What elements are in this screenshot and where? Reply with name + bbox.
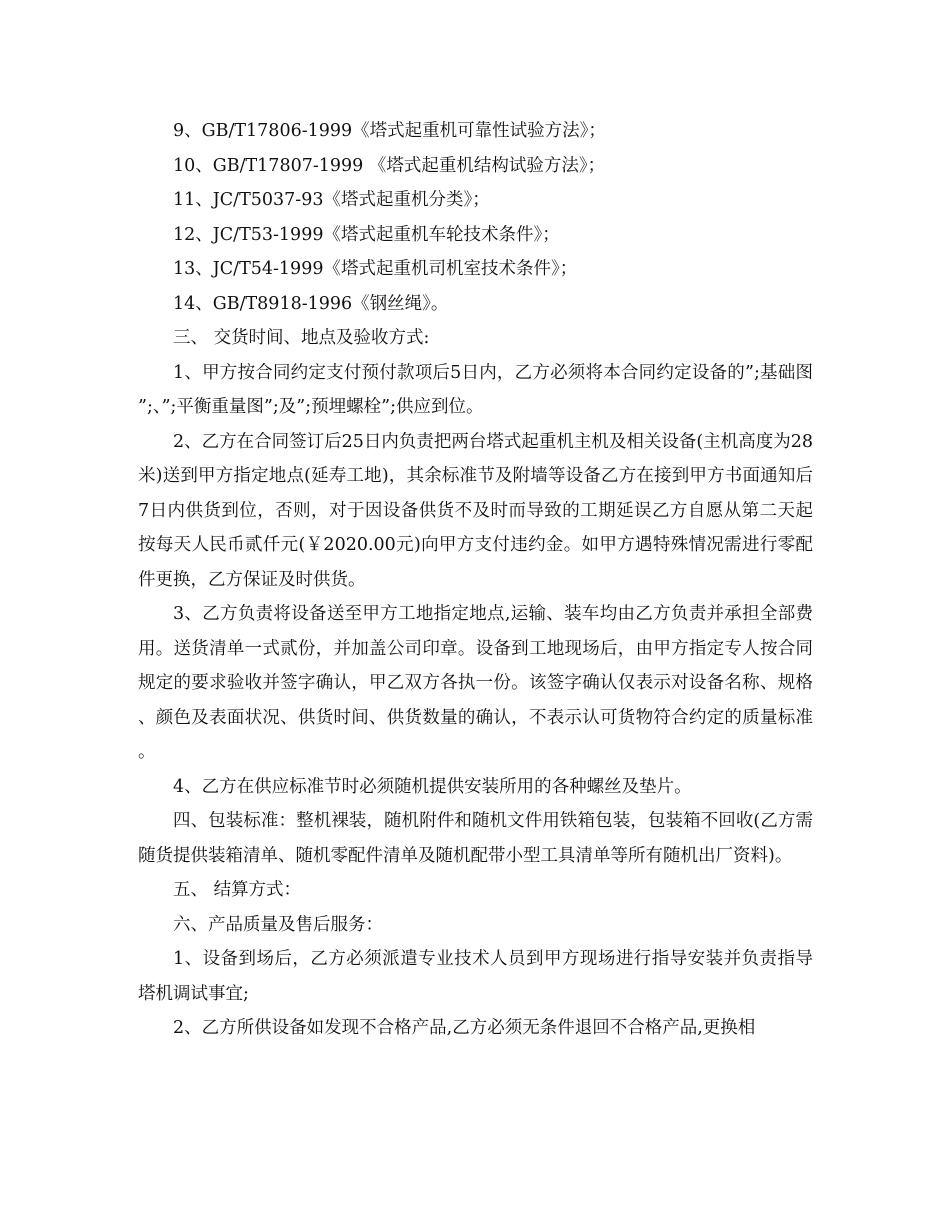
paragraph-standard-14: 14、GB/T8918-1996《钢丝绳》。: [173, 293, 449, 314]
paragraph-standard-13: 13、JC/T54-1999《塔式起重机司机室技术条件》；: [173, 259, 578, 279]
paragraph-standard-10: 10、GB/T17807-1999 《塔式起重机结构试验方法》；: [173, 155, 606, 176]
section-heading-packaging: 四、包装标准：整机裸装，随机附件和随机文件用铁箱包装，包装箱不回收(乙方需随货提供装箱清单、随机零配件清单及随机配带小型工具清单等所有随机出厂资料)。: [138, 811, 813, 866]
paragraph-quality-2: 2、乙方所供设备如发现不合格产品,乙方必须无条件退回不合格产品,更换相: [173, 1018, 756, 1038]
paragraph-delivery-1: 1、甲方按合同约定支付预付款项后5日内，乙方必须将本合同约定设备的”;基础图”;、”;平衡重量图”;及”;预埋螺栓”;供应到位。: [138, 362, 813, 417]
section-heading-quality: 六、产品质量及售后服务：: [173, 914, 383, 935]
document-page: [138, 114, 813, 1046]
section-heading-settlement: 五、 结算方式：: [173, 880, 302, 900]
paragraph-delivery-3: 3、乙方负责将设备送至甲方工地指定地点,运输、装车均由乙方负责并承担全部费用。送货清单一式贰份，并加盖公司印章。设备到工地现场后，由甲方指定专人按合同规定的要求验收并签字确认，甲乙双方各执一份。该签字确认仅表示对设备名称、规格、颜色及表面状况、供货时间、供货数量的确认，不表示认可货物符合约定的质量标准。: [138, 604, 813, 762]
section-heading-delivery: 三、 交货时间、地点及验收方式:: [173, 328, 430, 348]
paragraph-standard-12: 12、JC/T53-1999《塔式起重机车轮技术条件》；: [173, 224, 560, 245]
paragraph-delivery-4: 4、乙方在供应标准节时必须随机提供安装所用的各种螺丝及垫片。: [173, 776, 692, 797]
paragraph-standard-11: 11、JC/T5037-93《塔式起重机分类》；: [173, 190, 490, 210]
paragraph-delivery-2: 2、乙方在合同签订后25日内负责把两台塔式起重机主机及相关设备(主机高度为28米)送到甲方指定地点(延寿工地)，其余标准节及附墙等设备乙方在接到甲方书面通知后7日内供货到位，否则，对于因设备供货不及时而导致的工期延误乙方自愿从第二天起按每天人民币贰仟元(￥2020.00元)向甲方支付违约金。如甲方遇特殊情况需进行零配件更换，乙方保证及时供货。: [138, 431, 813, 590]
paragraph-standard-9: 9、GB/T17806-1999《塔式起重机可靠性试验方法》；: [173, 121, 606, 141]
paragraph-quality-1: 1、设备到场后，乙方必须派遣专业技术人员到甲方现场进行指导安装并负责指导塔机调试事宜;: [138, 949, 813, 1004]
